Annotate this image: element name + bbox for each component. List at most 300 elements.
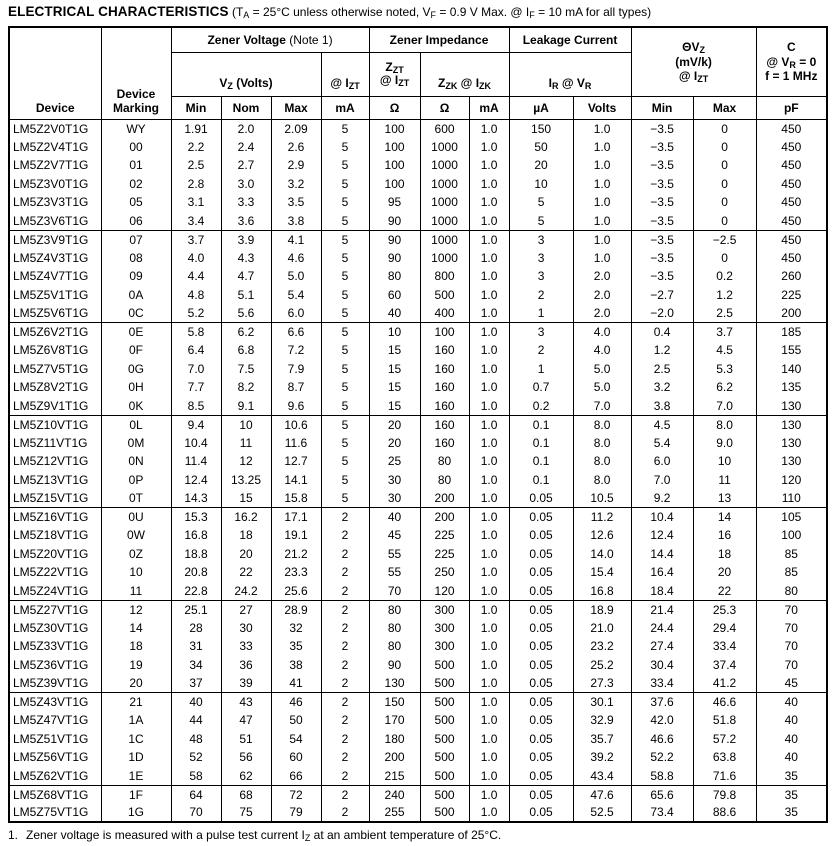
- footnote-1: [8, 828, 825, 843]
- cell-izk-ma: 1.0: [469, 582, 509, 601]
- cell-vz-nom: 51: [221, 730, 271, 749]
- cell-vr-volts: 52.5: [573, 804, 631, 823]
- cell-izt-ma: 5: [321, 471, 369, 490]
- unit-tvz-max: Max: [693, 96, 756, 119]
- cell-vz-max: 2.6: [271, 138, 321, 157]
- cell-vz-max: 8.7: [271, 378, 321, 397]
- cell-vz-max: 25.6: [271, 582, 321, 601]
- cell-device: LM5Z2V7T1G: [9, 156, 101, 175]
- cell-tvz-min: 37.6: [631, 693, 693, 712]
- cell-c-pf: 85: [756, 545, 827, 564]
- cell-zzk-ohm: 225: [420, 545, 469, 564]
- cell-device: LM5Z18VT1G: [9, 526, 101, 545]
- col-header-device-marking: Device Marking: [101, 27, 171, 119]
- cell-zzt-ohm: 80: [369, 600, 420, 619]
- cell-marking: 05: [101, 193, 171, 212]
- device-group: [9, 785, 827, 822]
- cell-izk-ma: 1.0: [469, 138, 509, 157]
- cell-izk-ma: 1.0: [469, 489, 509, 508]
- cell-vz-nom: 3.6: [221, 212, 271, 231]
- cell-zzk-ohm: 160: [420, 360, 469, 379]
- cell-tvz-min: 1.2: [631, 341, 693, 360]
- cell-vz-min: 6.4: [171, 341, 221, 360]
- cell-vz-min: 28: [171, 619, 221, 638]
- cell-marking: 0K: [101, 397, 171, 416]
- device-group: [9, 119, 827, 230]
- cell-tvz-max: 4.5: [693, 341, 756, 360]
- cell-zzk-ohm: 1000: [420, 212, 469, 231]
- cell-izt-ma: 5: [321, 341, 369, 360]
- cell-vz-min: 8.5: [171, 397, 221, 416]
- table-row: [9, 637, 827, 656]
- cell-vr-volts: 2.0: [573, 304, 631, 323]
- cell-vr-volts: 1.0: [573, 138, 631, 157]
- cell-marking: 0C: [101, 304, 171, 323]
- cell-tvz-min: −2.0: [631, 304, 693, 323]
- cell-vz-nom: 2.0: [221, 119, 271, 138]
- cell-ir-ua: 1: [509, 304, 573, 323]
- cell-vz-nom: 30: [221, 619, 271, 638]
- cell-marking: 0P: [101, 471, 171, 490]
- cell-vz-nom: 4.7: [221, 267, 271, 286]
- cell-vr-volts: 1.0: [573, 175, 631, 194]
- cell-zzk-ohm: 300: [420, 637, 469, 656]
- table-row: [9, 156, 827, 175]
- cell-marking: 0G: [101, 360, 171, 379]
- cell-marking: 19: [101, 656, 171, 675]
- cell-izt-ma: 2: [321, 674, 369, 693]
- cell-izk-ma: 1.0: [469, 711, 509, 730]
- cell-ir-ua: 2: [509, 341, 573, 360]
- cell-zzt-ohm: 90: [369, 249, 420, 268]
- cell-vz-nom: 13.25: [221, 471, 271, 490]
- cell-izk-ma: 1.0: [469, 378, 509, 397]
- cell-tvz-max: 71.6: [693, 767, 756, 786]
- cell-izk-ma: 1.0: [469, 471, 509, 490]
- cell-zzk-ohm: 225: [420, 526, 469, 545]
- cell-vr-volts: 1.0: [573, 156, 631, 175]
- table-row: [9, 193, 827, 212]
- cell-tvz-max: 3.7: [693, 323, 756, 342]
- cell-vz-nom: 3.0: [221, 175, 271, 194]
- cell-izt-ma: 5: [321, 286, 369, 305]
- cell-vz-min: 3.4: [171, 212, 221, 231]
- cell-vz-max: 79: [271, 804, 321, 823]
- col-header-vz-volts: $V_Z$ (Volts): [171, 52, 321, 96]
- cell-ir-ua: 0.05: [509, 489, 573, 508]
- table-row: [9, 526, 827, 545]
- cell-vz-nom: 27: [221, 600, 271, 619]
- cell-vr-volts: 1.0: [573, 230, 631, 249]
- cell-vz-max: 5.4: [271, 286, 321, 305]
- cell-c-pf: 450: [756, 119, 827, 138]
- cell-tvz-max: 20: [693, 563, 756, 582]
- cell-zzt-ohm: 20: [369, 434, 420, 453]
- cell-ir-ua: 5: [509, 212, 573, 231]
- cell-vz-max: 2.09: [271, 119, 321, 138]
- cell-izt-ma: 2: [321, 767, 369, 786]
- cell-zzt-ohm: 40: [369, 508, 420, 527]
- cell-vz-min: 31: [171, 637, 221, 656]
- cell-device: LM5Z30VT1G: [9, 619, 101, 638]
- cell-zzk-ohm: 1000: [420, 175, 469, 194]
- cell-tvz-max: 63.8: [693, 748, 756, 767]
- cell-tvz-max: 51.8: [693, 711, 756, 730]
- cell-marking: 1C: [101, 730, 171, 749]
- unit-zzk-ohm: Ω: [420, 96, 469, 119]
- cell-marking: 0M: [101, 434, 171, 453]
- cell-vr-volts: 16.8: [573, 582, 631, 601]
- cell-zzk-ohm: 500: [420, 656, 469, 675]
- cell-c-pf: 450: [756, 249, 827, 268]
- cell-vr-volts: 8.0: [573, 434, 631, 453]
- cell-izt-ma: 2: [321, 545, 369, 564]
- cell-marking: 07: [101, 230, 171, 249]
- cell-tvz-min: 58.8: [631, 767, 693, 786]
- cell-tvz-min: −3.5: [631, 156, 693, 175]
- cell-izt-ma: 5: [321, 212, 369, 231]
- cell-device: LM5Z8V2T1G: [9, 378, 101, 397]
- cell-c-pf: 40: [756, 748, 827, 767]
- cell-vz-max: 66: [271, 767, 321, 786]
- cell-zzk-ohm: 250: [420, 563, 469, 582]
- cell-zzt-ohm: 80: [369, 267, 420, 286]
- cell-ir-ua: 0.05: [509, 619, 573, 638]
- cell-device: LM5Z62VT1G: [9, 767, 101, 786]
- cell-tvz-max: 10: [693, 452, 756, 471]
- cell-device: LM5Z33VT1G: [9, 637, 101, 656]
- cell-tvz-min: 73.4: [631, 804, 693, 823]
- cell-izk-ma: 1.0: [469, 212, 509, 231]
- cell-c-pf: 70: [756, 619, 827, 638]
- cell-zzt-ohm: 10: [369, 323, 420, 342]
- cell-vz-nom: 68: [221, 785, 271, 804]
- cell-izt-ma: 5: [321, 156, 369, 175]
- cell-izt-ma: 5: [321, 434, 369, 453]
- cell-device: LM5Z12VT1G: [9, 452, 101, 471]
- cell-izk-ma: 1.0: [469, 748, 509, 767]
- cell-marking: 1E: [101, 767, 171, 786]
- cell-vz-min: 1.91: [171, 119, 221, 138]
- cell-izk-ma: 1.0: [469, 119, 509, 138]
- cell-zzk-ohm: 500: [420, 785, 469, 804]
- cell-ir-ua: 3: [509, 249, 573, 268]
- cell-zzk-ohm: 100: [420, 323, 469, 342]
- cell-marking: 06: [101, 212, 171, 231]
- cell-ir-ua: 0.05: [509, 804, 573, 823]
- cell-vz-max: 23.3: [271, 563, 321, 582]
- cell-izk-ma: 1.0: [469, 323, 509, 342]
- cell-vr-volts: 5.0: [573, 360, 631, 379]
- cell-zzk-ohm: 160: [420, 415, 469, 434]
- cell-izt-ma: 2: [321, 656, 369, 675]
- cell-tvz-min: 30.4: [631, 656, 693, 675]
- cell-zzt-ohm: 240: [369, 785, 420, 804]
- cell-izk-ma: 1.0: [469, 434, 509, 453]
- cell-zzk-ohm: 500: [420, 804, 469, 823]
- table-row: [9, 489, 827, 508]
- cell-zzk-ohm: 200: [420, 489, 469, 508]
- cell-vz-min: 3.7: [171, 230, 221, 249]
- cell-marking: 18: [101, 637, 171, 656]
- cell-ir-ua: 0.05: [509, 600, 573, 619]
- cell-izk-ma: 1.0: [469, 785, 509, 804]
- cell-ir-ua: 0.1: [509, 452, 573, 471]
- footnote-text: Zener voltage is measured with a pulse test current $I_Z$ at an ambient temperature of 25°C.: [26, 828, 502, 843]
- cell-izk-ma: 1.0: [469, 341, 509, 360]
- cell-marking: 0E: [101, 323, 171, 342]
- cell-tvz-max: 18: [693, 545, 756, 564]
- cell-zzt-ohm: 15: [369, 341, 420, 360]
- cell-vz-min: 22.8: [171, 582, 221, 601]
- cell-izk-ma: 1.0: [469, 267, 509, 286]
- cell-zzk-ohm: 400: [420, 304, 469, 323]
- table-row: [9, 415, 827, 434]
- cell-marking: 08: [101, 249, 171, 268]
- cell-tvz-max: 0: [693, 138, 756, 157]
- cell-vz-nom: 62: [221, 767, 271, 786]
- cell-vz-min: 20.8: [171, 563, 221, 582]
- cell-izt-ma: 2: [321, 785, 369, 804]
- cell-ir-ua: 0.05: [509, 582, 573, 601]
- unit-vr-volts: Volts: [573, 96, 631, 119]
- cell-vz-min: 2.2: [171, 138, 221, 157]
- cell-vz-min: 7.7: [171, 378, 221, 397]
- cell-zzt-ohm: 90: [369, 656, 420, 675]
- cell-device: LM5Z15VT1G: [9, 489, 101, 508]
- cell-vr-volts: 39.2: [573, 748, 631, 767]
- cell-vz-min: 25.1: [171, 600, 221, 619]
- cell-ir-ua: 0.05: [509, 656, 573, 675]
- cell-device: LM5Z13VT1G: [9, 471, 101, 490]
- table-row: [9, 175, 827, 194]
- table-row: [9, 545, 827, 564]
- table-row: [9, 286, 827, 305]
- cell-vz-max: 4.6: [271, 249, 321, 268]
- cell-c-pf: 450: [756, 156, 827, 175]
- cell-c-pf: 40: [756, 730, 827, 749]
- cell-c-pf: 70: [756, 656, 827, 675]
- device-group: [9, 323, 827, 416]
- cell-tvz-min: 5.4: [631, 434, 693, 453]
- cell-zzk-ohm: 1000: [420, 193, 469, 212]
- cell-zzt-ohm: 25: [369, 452, 420, 471]
- cell-izk-ma: 1.0: [469, 804, 509, 823]
- cell-zzk-ohm: 200: [420, 508, 469, 527]
- cell-c-pf: 35: [756, 804, 827, 823]
- cell-vz-min: 18.8: [171, 545, 221, 564]
- cell-izk-ma: 1.0: [469, 508, 509, 527]
- cell-zzt-ohm: 95: [369, 193, 420, 212]
- cell-zzk-ohm: 300: [420, 619, 469, 638]
- cell-vr-volts: 21.0: [573, 619, 631, 638]
- cell-izk-ma: 1.0: [469, 286, 509, 305]
- cell-c-pf: 155: [756, 341, 827, 360]
- cell-zzk-ohm: 160: [420, 434, 469, 453]
- cell-zzk-ohm: 500: [420, 286, 469, 305]
- cell-vr-volts: 47.6: [573, 785, 631, 804]
- cell-vr-volts: 1.0: [573, 249, 631, 268]
- cell-vz-min: 64: [171, 785, 221, 804]
- cell-device: LM5Z56VT1G: [9, 748, 101, 767]
- cell-c-pf: 120: [756, 471, 827, 490]
- col-header-zzk-at-izk: $Z_{ZK}$ @ $I_{ZK}$: [420, 52, 509, 96]
- cell-izk-ma: 1.0: [469, 693, 509, 712]
- col-header-device: Device: [9, 27, 101, 119]
- cell-vz-max: 3.8: [271, 212, 321, 231]
- cell-tvz-max: 5.3: [693, 360, 756, 379]
- cell-marking: 0N: [101, 452, 171, 471]
- table-row: [9, 748, 827, 767]
- cell-vz-nom: 22: [221, 563, 271, 582]
- cell-vz-nom: 16.2: [221, 508, 271, 527]
- cell-marking: 14: [101, 619, 171, 638]
- unit-tvz-min: Min: [631, 96, 693, 119]
- cell-vz-max: 3.2: [271, 175, 321, 194]
- cell-vr-volts: 8.0: [573, 415, 631, 434]
- cell-marking: 11: [101, 582, 171, 601]
- cell-device: LM5Z5V6T1G: [9, 304, 101, 323]
- cell-tvz-min: 10.4: [631, 508, 693, 527]
- cell-vz-max: 46: [271, 693, 321, 712]
- cell-ir-ua: 0.05: [509, 545, 573, 564]
- cell-vz-max: 54: [271, 730, 321, 749]
- cell-c-pf: 130: [756, 434, 827, 453]
- cell-marking: 1F: [101, 785, 171, 804]
- cell-izt-ma: 5: [321, 397, 369, 416]
- cell-marking: 0T: [101, 489, 171, 508]
- cell-vz-nom: 39: [221, 674, 271, 693]
- cell-ir-ua: 20: [509, 156, 573, 175]
- table-row: [9, 267, 827, 286]
- cell-c-pf: 105: [756, 508, 827, 527]
- cell-vr-volts: 2.0: [573, 286, 631, 305]
- cell-zzt-ohm: 100: [369, 138, 420, 157]
- cell-zzt-ohm: 15: [369, 378, 420, 397]
- table-row: [9, 434, 827, 453]
- cell-marking: 0W: [101, 526, 171, 545]
- cell-device: LM5Z36VT1G: [9, 656, 101, 675]
- cell-izk-ma: 1.0: [469, 656, 509, 675]
- cell-marking: 0U: [101, 508, 171, 527]
- cell-vr-volts: 35.7: [573, 730, 631, 749]
- cell-vz-min: 15.3: [171, 508, 221, 527]
- cell-marking: 02: [101, 175, 171, 194]
- cell-izk-ma: 1.0: [469, 674, 509, 693]
- cell-marking: 00: [101, 138, 171, 157]
- cell-ir-ua: 0.05: [509, 730, 573, 749]
- cell-c-pf: 130: [756, 397, 827, 416]
- cell-c-pf: 450: [756, 175, 827, 194]
- cell-vz-min: 7.0: [171, 360, 221, 379]
- cell-tvz-min: 6.0: [631, 452, 693, 471]
- cell-device: LM5Z27VT1G: [9, 600, 101, 619]
- cell-tvz-max: 22: [693, 582, 756, 601]
- cell-zzk-ohm: 500: [420, 748, 469, 767]
- cell-tvz-max: 0.2: [693, 267, 756, 286]
- cell-device: LM5Z16VT1G: [9, 508, 101, 527]
- cell-vz-min: 4.4: [171, 267, 221, 286]
- cell-vz-max: 21.2: [271, 545, 321, 564]
- cell-izt-ma: 2: [321, 526, 369, 545]
- cell-zzt-ohm: 100: [369, 119, 420, 138]
- cell-tvz-max: 0: [693, 156, 756, 175]
- cell-tvz-min: 46.6: [631, 730, 693, 749]
- cell-tvz-min: 9.2: [631, 489, 693, 508]
- cell-vz-max: 72: [271, 785, 321, 804]
- table-row: [9, 471, 827, 490]
- cell-c-pf: 45: [756, 674, 827, 693]
- cell-device: LM5Z6V2T1G: [9, 323, 101, 342]
- cell-vz-max: 15.8: [271, 489, 321, 508]
- cell-vz-max: 7.2: [271, 341, 321, 360]
- cell-tvz-min: 65.6: [631, 785, 693, 804]
- section-title-conditions: ($T_A = 25^\circ C$ unless otherwise noted, $V_F = 0.9$ V Max. @ $I_F = 10$ mA for all types): [228, 5, 652, 20]
- cell-zzt-ohm: 45: [369, 526, 420, 545]
- cell-c-pf: 225: [756, 286, 827, 305]
- cell-device: LM5Z20VT1G: [9, 545, 101, 564]
- unit-vz-max: Max: [271, 96, 321, 119]
- cell-tvz-min: 0.4: [631, 323, 693, 342]
- unit-c-pf: pF: [756, 96, 827, 119]
- cell-device: LM5Z2V4T1G: [9, 138, 101, 157]
- cell-device: LM5Z9V1T1G: [9, 397, 101, 416]
- cell-marking: 10: [101, 563, 171, 582]
- cell-tvz-min: 27.4: [631, 637, 693, 656]
- cell-tvz-max: 41.2: [693, 674, 756, 693]
- cell-ir-ua: 0.1: [509, 434, 573, 453]
- cell-tvz-min: −3.5: [631, 249, 693, 268]
- device-group: [9, 508, 827, 601]
- cell-vz-max: 41: [271, 674, 321, 693]
- table-row: [9, 674, 827, 693]
- cell-zzt-ohm: 55: [369, 545, 420, 564]
- unit-vz-min: Min: [171, 96, 221, 119]
- cell-tvz-max: 0: [693, 119, 756, 138]
- cell-vz-max: 3.5: [271, 193, 321, 212]
- cell-vz-nom: 2.4: [221, 138, 271, 157]
- cell-vr-volts: 5.0: [573, 378, 631, 397]
- cell-zzt-ohm: 100: [369, 175, 420, 194]
- cell-zzk-ohm: 1000: [420, 249, 469, 268]
- col-group-zener-impedance: Zener Impedance: [369, 27, 509, 52]
- cell-vz-min: 11.4: [171, 452, 221, 471]
- cell-vz-nom: 10: [221, 415, 271, 434]
- cell-izk-ma: 1.0: [469, 249, 509, 268]
- cell-tvz-max: 0: [693, 175, 756, 194]
- table-row: [9, 323, 827, 342]
- cell-tvz-max: 0: [693, 212, 756, 231]
- cell-tvz-min: 12.4: [631, 526, 693, 545]
- cell-vz-max: 6.6: [271, 323, 321, 342]
- cell-zzt-ohm: 30: [369, 489, 420, 508]
- cell-tvz-max: 88.6: [693, 804, 756, 823]
- cell-device: LM5Z51VT1G: [9, 730, 101, 749]
- cell-tvz-max: 79.8: [693, 785, 756, 804]
- cell-zzk-ohm: 160: [420, 397, 469, 416]
- table-row: [9, 452, 827, 471]
- cell-vz-min: 9.4: [171, 415, 221, 434]
- cell-ir-ua: 0.05: [509, 637, 573, 656]
- cell-device: LM5Z24VT1G: [9, 582, 101, 601]
- table-row: [9, 397, 827, 416]
- col-header-at-izt: @ $I_{ZT}$: [321, 52, 369, 96]
- cell-vz-min: 2.8: [171, 175, 221, 194]
- cell-tvz-max: 7.0: [693, 397, 756, 416]
- cell-vz-min: 48: [171, 730, 221, 749]
- cell-marking: 0H: [101, 378, 171, 397]
- cell-c-pf: 135: [756, 378, 827, 397]
